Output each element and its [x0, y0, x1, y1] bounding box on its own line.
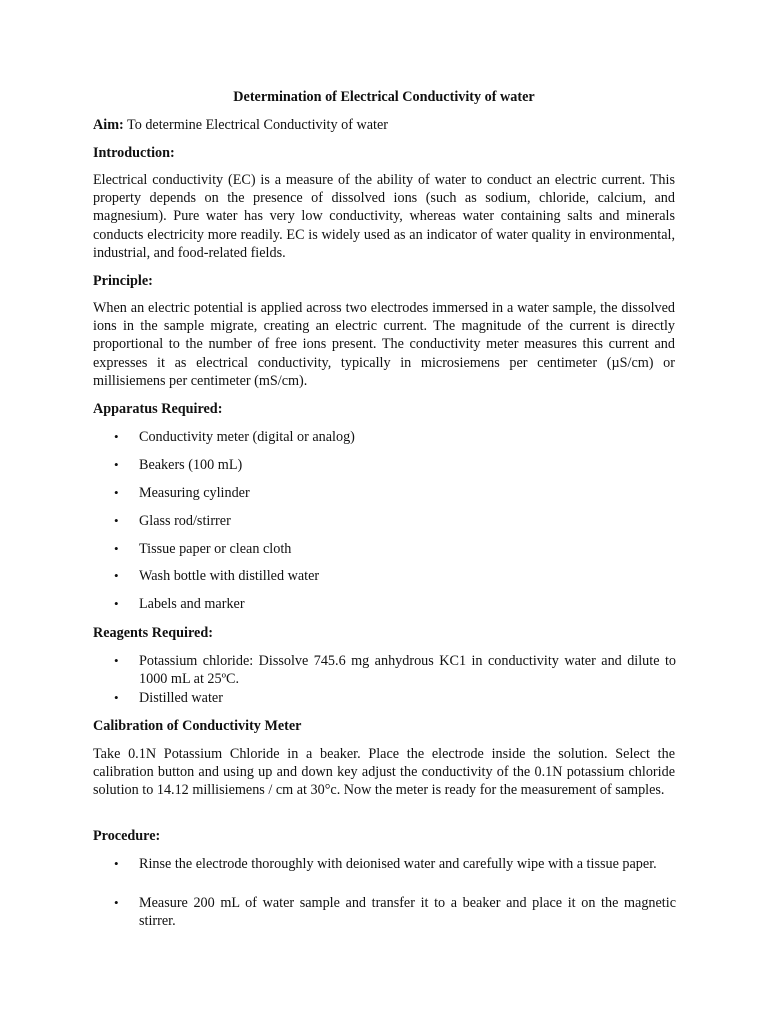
bullet-icon: • [114, 653, 119, 668]
apparatus-item [114, 484, 676, 502]
reagents-item [114, 689, 676, 707]
principle-paragraph: When an electric potential is applied across two electrodes immersed in a water sample, the dissolved ions in the sample migrate, creating an electric current. The magnitude of the current is directly proportional to the number of free ions present. The conductivity meter measures this current and expresses it as electrical conductivity, typically in microsiemens per centimeter (µS/cm) or millisiemens per centimeter (mS/cm). [93, 300, 675, 389]
procedure-item-text: Rinse the electrode thoroughly with deionised water and carefully wipe with a tissue paper. [139, 856, 657, 872]
calibration-heading: Calibration of Conductivity Meter [93, 718, 302, 734]
bullet-icon: • [114, 457, 119, 472]
aim-line [93, 116, 675, 134]
reagents-item-text: Potassium chloride: Dissolve 745.6 mg anhydrous KC1 in conductivity water and dilute to 1000 mL at 25ºC. [139, 653, 676, 688]
apparatus-item [114, 428, 676, 446]
introduction-paragraph: Electrical conductivity (EC) is a measure of the ability of water to conduct an electric current. This property depends on the presence of dissolved ions (such as sodium, chloride, calcium, and magnesium). Pure water has very low conductivity, whereas water containing salts and minerals conducts electricity more readily. EC is widely used as an indicator of water quality in environmental, industrial, and food-related fields. [93, 172, 675, 261]
apparatus-item [114, 540, 676, 558]
apparatus-heading: Apparatus Required: [93, 401, 223, 417]
apparatus-item-text: Measuring cylinder [139, 485, 250, 501]
procedure-item-text: Measure 200 mL of water sample and transfer it to a beaker and place it on the magnetic stirrer. [139, 895, 676, 930]
apparatus-item-text: Glass rod/stirrer [139, 513, 231, 529]
apparatus-item-text: Wash bottle with distilled water [139, 568, 320, 584]
aim-text: To determine Electrical Conductivity of water [123, 117, 389, 133]
bullet-icon: • [114, 513, 119, 528]
apparatus-item-text: Conductivity meter (digital or analog) [139, 429, 355, 445]
principle-heading: Principle: [93, 273, 153, 289]
bullet-icon: • [114, 596, 119, 611]
apparatus-item-text: Tissue paper or clean cloth [139, 541, 292, 557]
bullet-icon: • [114, 485, 119, 500]
reagents-item-text: Distilled water [139, 690, 223, 706]
document-title: Determination of Electrical Conductivity of water [233, 89, 535, 105]
apparatus-item-text: Labels and marker [139, 596, 245, 612]
apparatus-item [114, 512, 676, 530]
apparatus-item [114, 567, 676, 585]
apparatus-item-text: Beakers (100 mL) [139, 457, 243, 473]
bullet-icon: • [114, 429, 119, 444]
calibration-paragraph: Take 0.1N Potassium Chloride in a beaker. Place the electrode inside the solution. Select the calibration button and using up and down key adjust the conductivity of the 0.1N potassium chloride solution to 14.12 millisiemens / cm at 30°c. Now the meter is ready for the measurement of samples. [93, 746, 675, 799]
introduction-heading: Introduction: [93, 145, 175, 161]
reagents-heading: Reagents Required: [93, 625, 213, 641]
bullet-icon: • [114, 541, 119, 556]
procedure-item [114, 894, 676, 930]
procedure-item [114, 855, 676, 873]
apparatus-item [114, 456, 676, 474]
bullet-icon: • [114, 895, 119, 910]
bullet-icon: • [114, 856, 119, 871]
apparatus-item [114, 595, 676, 613]
reagents-item [114, 652, 676, 688]
procedure-heading: Procedure: [93, 828, 161, 844]
bullet-icon: • [114, 568, 119, 583]
aim-label: Aim: [93, 117, 124, 133]
bullet-icon: • [114, 690, 119, 705]
